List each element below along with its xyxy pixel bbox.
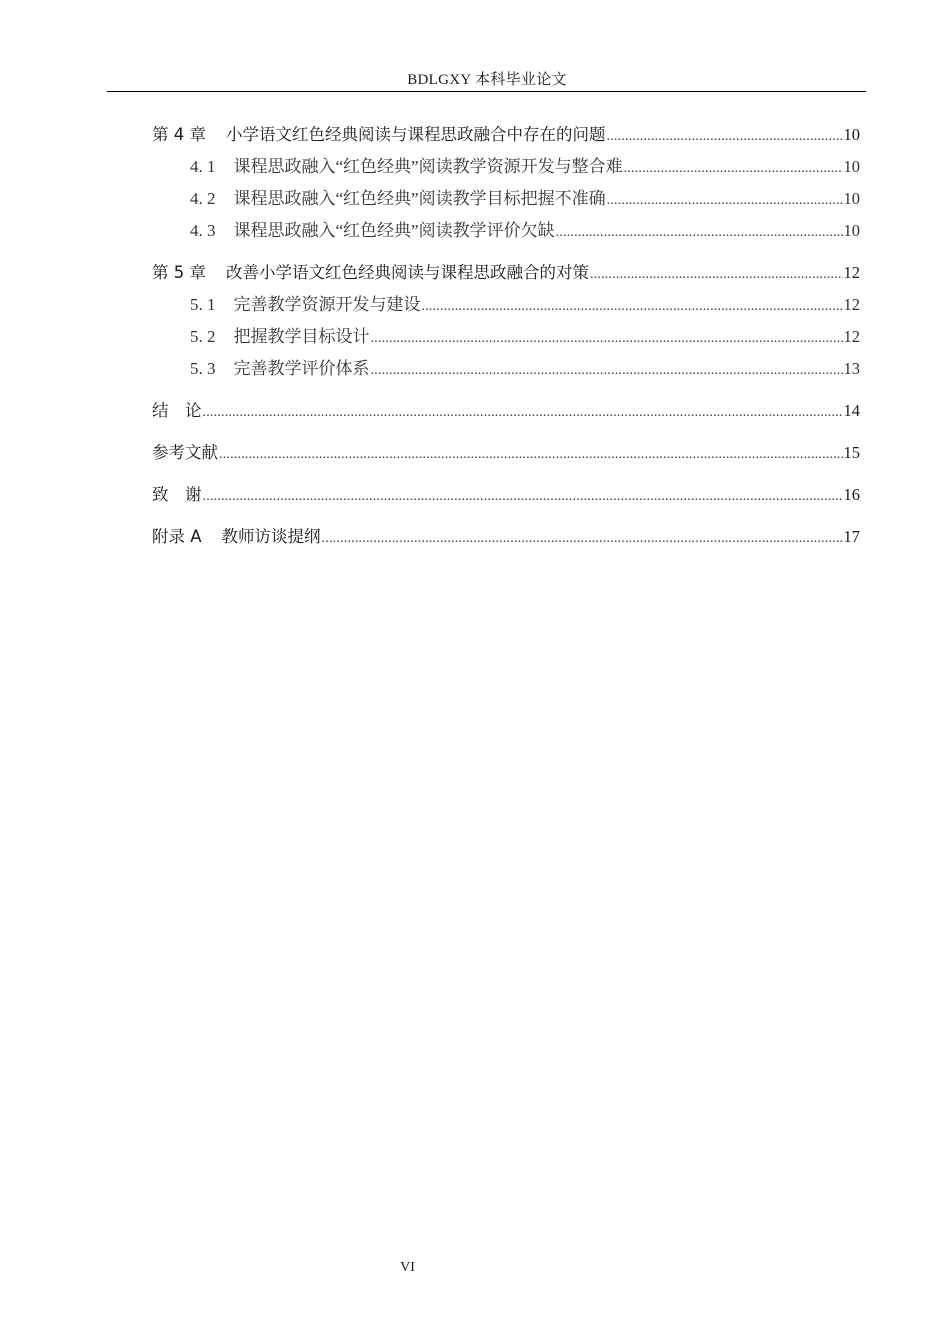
- toc-leader: [607, 121, 843, 153]
- toc-title: 课程思政融入“红色经典”阅读教学资源开发与整合难: [233, 157, 623, 176]
- toc-title: 完善教学资源开发与建设: [233, 295, 421, 314]
- header-rule: [107, 91, 866, 92]
- toc-leader: [322, 523, 843, 555]
- toc-leader: [203, 481, 843, 513]
- toc-number: 5. 3: [190, 359, 216, 378]
- toc-page-number: 16: [843, 485, 860, 504]
- toc-leader: [607, 185, 843, 217]
- toc-leader: [203, 397, 843, 429]
- toc-entry[interactable]: [152, 257, 860, 289]
- table-of-contents: [152, 119, 860, 553]
- toc-leader: [590, 259, 843, 291]
- toc-entry[interactable]: [152, 479, 860, 511]
- toc-entry[interactable]: [152, 521, 860, 553]
- toc-entry[interactable]: [152, 395, 860, 427]
- toc-leader: [371, 323, 843, 355]
- toc-leader: [624, 153, 843, 185]
- toc-leader: [556, 217, 843, 249]
- toc-page-number: 17: [843, 527, 860, 546]
- toc-leader: [219, 439, 843, 471]
- toc-page-number: 15: [843, 443, 860, 462]
- toc-page-number: 13: [843, 359, 860, 378]
- toc-page-number: 12: [843, 263, 860, 282]
- toc-number: 4. 2: [190, 189, 216, 208]
- toc-number: 第 4 章: [152, 125, 206, 144]
- toc-title: 致 谢: [152, 485, 202, 504]
- toc-page-number: 10: [843, 189, 860, 208]
- toc-entry[interactable]: [152, 215, 860, 247]
- toc-title: 改善小学语文红色经典阅读与课程思政融合的对策: [226, 263, 589, 282]
- page-number: VI: [400, 1260, 415, 1275]
- toc-number: 5. 2: [190, 327, 216, 346]
- toc-number: 4. 1: [190, 157, 216, 176]
- toc-title: 把握教学目标设计: [233, 327, 370, 346]
- toc-page-number: 12: [843, 327, 860, 346]
- toc-number: 4. 3: [190, 221, 216, 240]
- toc-page-number: 14: [843, 401, 860, 420]
- toc-title: 完善教学评价体系: [233, 359, 370, 378]
- toc-page-number: 10: [843, 157, 860, 176]
- toc-page-number: 12: [843, 295, 860, 314]
- toc-entry[interactable]: [152, 151, 860, 183]
- toc-entry[interactable]: [152, 321, 860, 353]
- toc-title: 小学语文红色经典阅读与课程思政融合中存在的问题: [226, 125, 606, 144]
- toc-leader: [422, 291, 843, 323]
- toc-page-number: 10: [843, 221, 860, 240]
- toc-entry[interactable]: [152, 119, 860, 151]
- toc-title: 参考文献: [152, 443, 218, 462]
- toc-title: 教师访谈提纲: [221, 527, 321, 546]
- toc-entry[interactable]: [152, 183, 860, 215]
- toc-title: 课程思政融入“红色经典”阅读教学评价欠缺: [233, 221, 555, 240]
- toc-number: 5. 1: [190, 295, 216, 314]
- toc-entry[interactable]: [152, 437, 860, 469]
- toc-leader: [371, 355, 843, 387]
- toc-page-number: 10: [843, 125, 860, 144]
- running-header: BDLGXY 本科毕业论文: [407, 72, 567, 88]
- toc-entry[interactable]: [152, 353, 860, 385]
- toc-entry[interactable]: [152, 289, 860, 321]
- toc-title: 课程思政融入“红色经典”阅读教学目标把握不准确: [233, 189, 606, 208]
- toc-number: 第 5 章: [152, 263, 206, 282]
- toc-number: 附录 A: [152, 527, 202, 546]
- toc-title: 结 论: [152, 401, 202, 420]
